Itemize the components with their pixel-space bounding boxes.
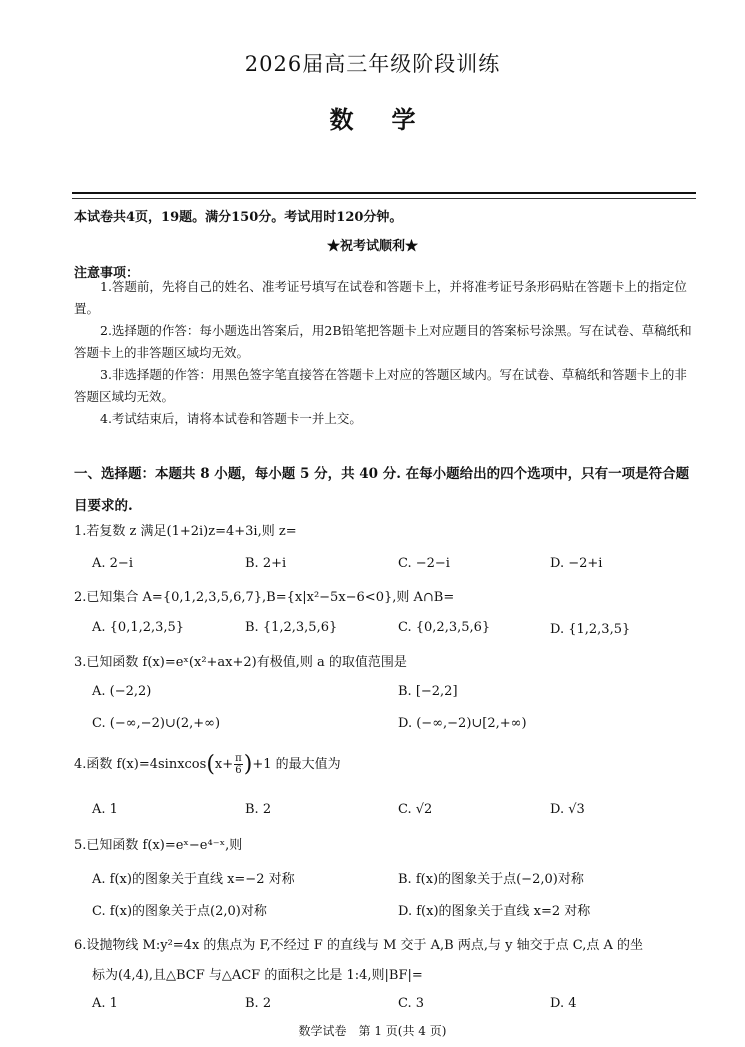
- question-6-stem-line-1: 6.设抛物线 M:y²=4x 的焦点为 F,不经过 F 的直线与 M 交于 A,B 两点,与 y 轴交于点 C,点 A 的坐: [74, 938, 644, 953]
- question-3-option-a: A. (−2,2): [92, 684, 152, 699]
- question-4-option-d: D. √3: [550, 802, 585, 817]
- question-1-option-a: A. 2−i: [92, 556, 133, 571]
- exam-title: 2026届高三年级阶段训练: [244, 52, 501, 76]
- section-choice-heading: 一、选择题：本题共 8 小题，每小题 5 分，共 40 分. 在每小题给出的四个选项中，只有一项是符合题目要求的.: [74, 466, 690, 514]
- note-item-3: 3.非选择题的作答：用黑色签字笔直接答在答题卡上对应的答题区域内。写在试卷、草稿纸和答题卡上的非答题区域均无效。: [74, 367, 687, 404]
- notes-heading: 注意事项：: [74, 266, 140, 281]
- question-2-stem: 2.已知集合 A={0,1,2,3,5,6,7},B={x|x²−5x−6<0},则 A∩B=: [74, 590, 455, 605]
- question-2-option-c: C. {0,2,3,5,6}: [398, 620, 491, 635]
- note-item-2: 2.选择题的作答：每小题选出答案后，用2B铅笔把答题卡上对应题目的答案标号涂黑。写在试卷、草稿纸和答题卡上的非答题区域均无效。: [74, 323, 692, 360]
- header-rule-thick: [72, 192, 696, 194]
- question-1-option-b: B. 2+i: [245, 556, 287, 571]
- question-2-option-d: D. {1,2,3,5}: [550, 622, 631, 637]
- question-4-option-a: A. 1: [92, 802, 118, 817]
- good-luck-banner: ★祝考试顺利★: [326, 239, 418, 254]
- question-1-option-d: D. −2+i: [550, 556, 603, 571]
- question-5-option-a: A. f(x)的图象关于直线 x=−2 对称: [92, 872, 295, 887]
- question-2-option-b: B. {1,2,3,5,6}: [245, 620, 338, 635]
- header-rule-thin: [72, 198, 696, 199]
- question-1-stem: 1.若复数 z 满足(1+2i)z=4+3i,则 z=: [74, 524, 297, 539]
- page-footer: 数学试卷 第 1 页(共 4 页): [298, 1024, 447, 1038]
- question-6-stem-line-2: 标为(4,4),且△BCF 与△ACF 的面积之比是 1:4,则|BF|=: [92, 968, 423, 983]
- question-2-option-a: A. {0,1,2,3,5}: [92, 620, 185, 635]
- question-4-stem: 4.函数 f(x)=4sinxcos(x+ $\frac{\pi}{6}$ )+1 的最大值为: [74, 752, 341, 777]
- note-item-4: 4.考试结束后，请将本试卷和答题卡一并上交。: [100, 411, 362, 426]
- pi-over-six-fraction: $\frac{\pi}{6}$: [235, 753, 242, 776]
- question-3-option-d: D. (−∞,−2)∪[2,+∞): [398, 716, 527, 731]
- exam-info: 本试卷共4页，19题。满分150分。考试用时120分钟。: [74, 210, 403, 225]
- question-4-option-b: B. 2: [245, 802, 272, 817]
- question-3-stem: 3.已知函数 f(x)=eˣ(x²+ax+2)有极值,则 a 的取值范围是: [74, 655, 407, 670]
- subject-title: 数学: [329, 105, 454, 134]
- note-item-1: 1.答题前，先将自己的姓名、准考证号填写在试卷和答题卡上，并将准考证号条形码贴在答题卡上的指定位置。: [74, 279, 687, 316]
- question-6-option-c: C. 3: [398, 996, 425, 1011]
- question-5-option-b: B. f(x)的图象关于点(−2,0)对称: [398, 872, 584, 887]
- question-4-option-c: C. √2: [398, 802, 433, 817]
- question-5-option-c: C. f(x)的图象关于点(2,0)对称: [92, 904, 267, 919]
- question-6-option-d: D. 4: [550, 996, 577, 1011]
- question-3-option-b: B. [−2,2]: [398, 684, 458, 699]
- question-1-option-c: C. −2−i: [398, 556, 450, 571]
- question-3-option-c: C. (−∞,−2)∪(2,+∞): [92, 716, 221, 731]
- question-6-option-b: B. 2: [245, 996, 272, 1011]
- question-6-option-a: A. 1: [92, 996, 118, 1011]
- question-5-stem: 5.已知函数 f(x)=eˣ−e⁴⁻ˣ,则: [74, 838, 243, 853]
- question-5-option-d: D. f(x)的图象关于直线 x=2 对称: [398, 904, 591, 919]
